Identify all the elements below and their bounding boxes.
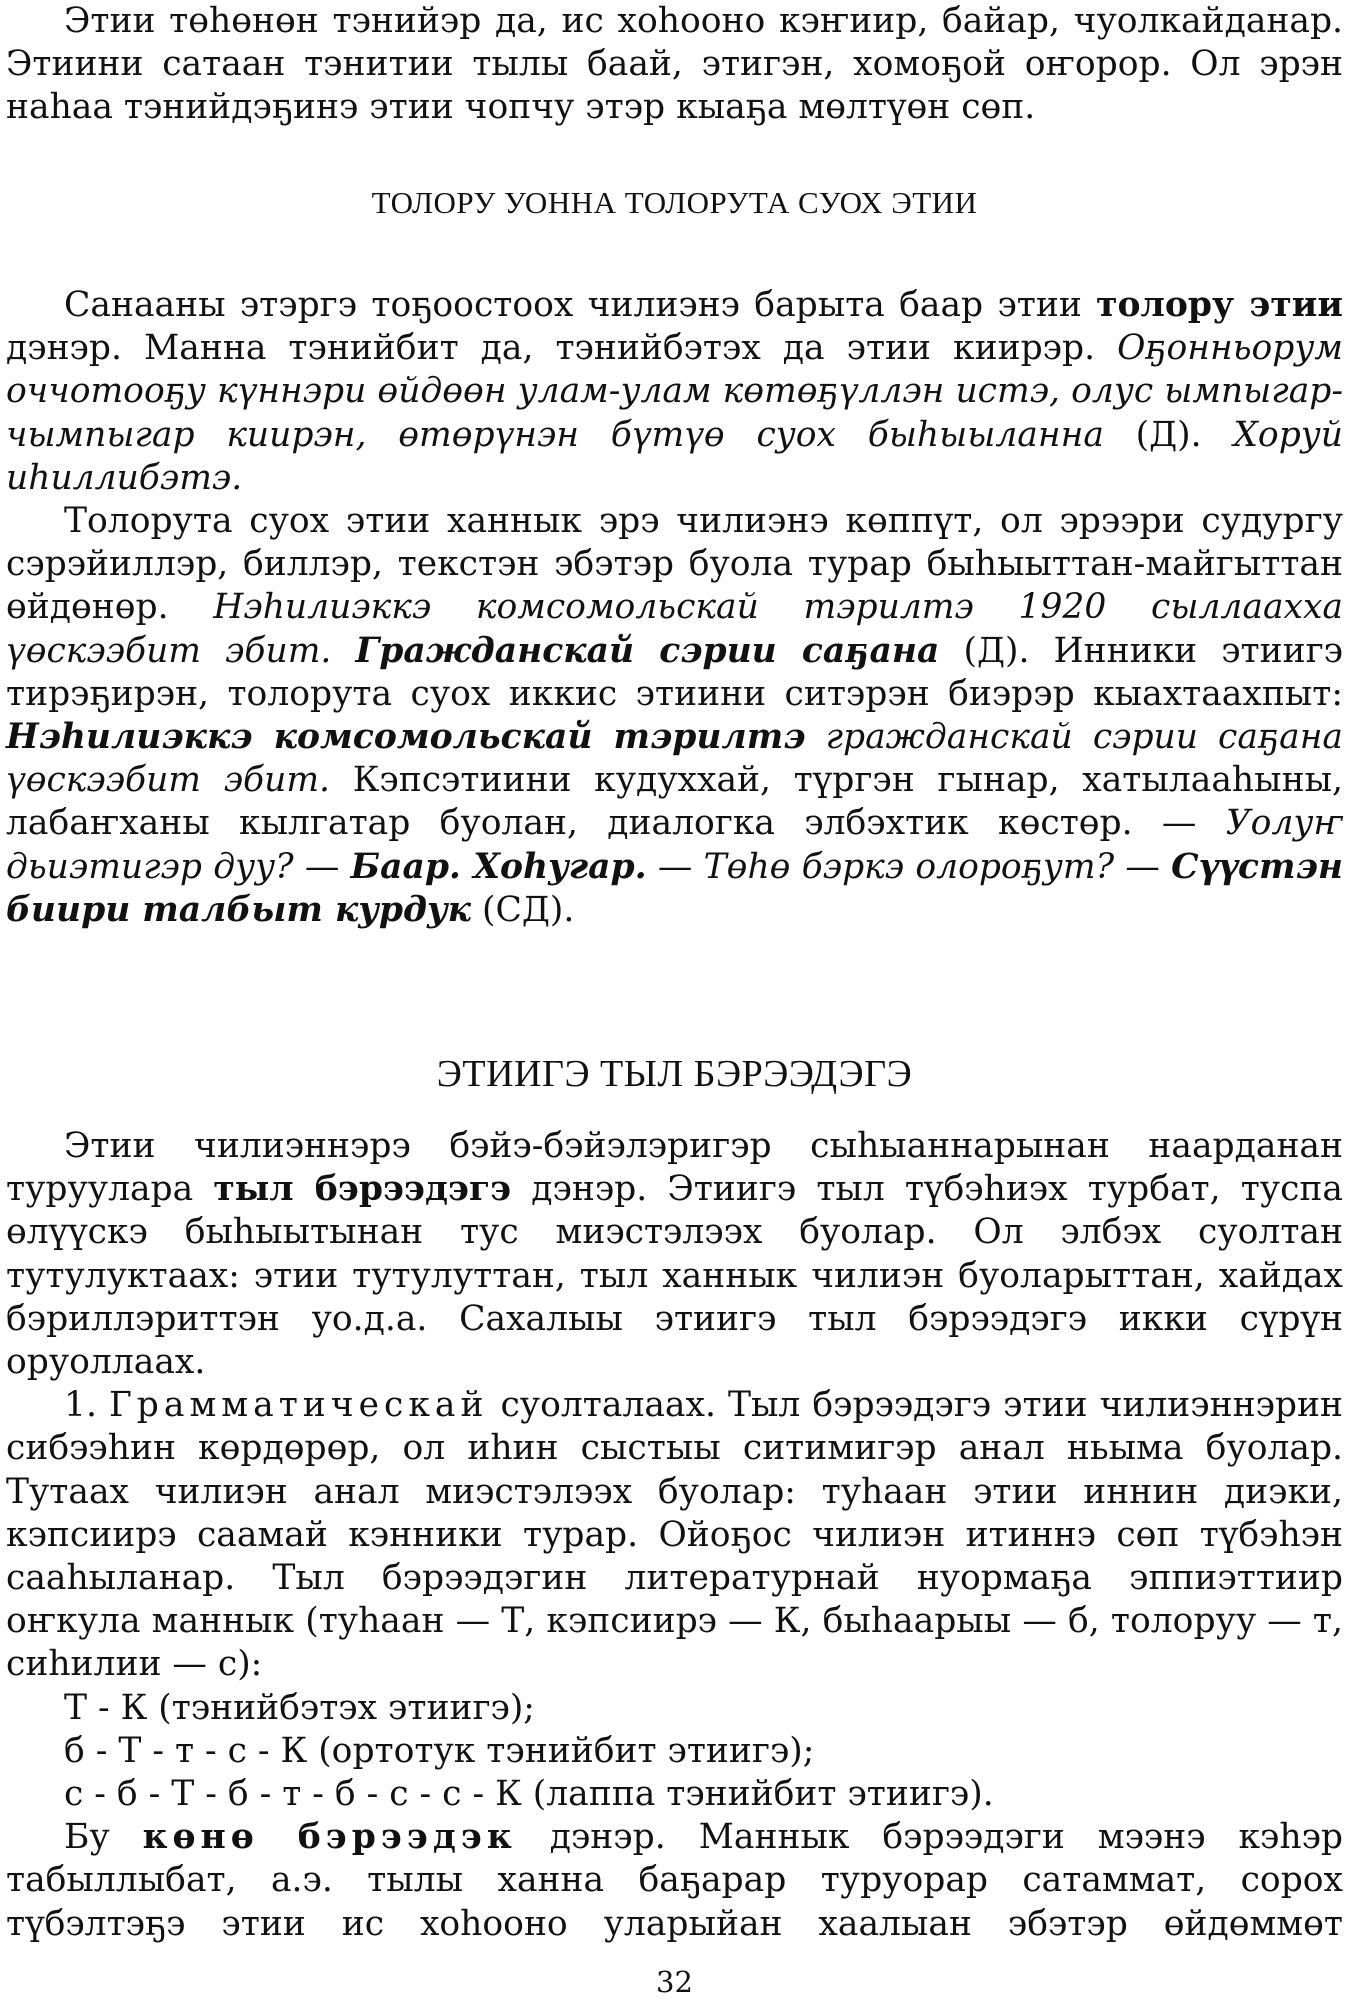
text-run: — bbox=[293, 846, 351, 887]
example-text: Төһө бэркэ олороҕут? bbox=[703, 846, 1115, 887]
text-run: Кэпсэтиини кудуххай, түргэн гынар, хатылааһыны, лабаҥханы кылгатар буолан, диалогка элбэхтик көстөр. — bbox=[6, 760, 1344, 844]
term-word-order: тыл бэрээдэгэ bbox=[213, 1169, 512, 1210]
example-text: гражданскай сэрии саҕана үөскээбит эбит. bbox=[6, 717, 1343, 801]
text-run: (Д). bbox=[1103, 414, 1234, 455]
example-text: Оҕонньорум оччотооҕу күннэри өйдөөн улам-улам көтөҕүллэн истэ, олус ымпыгар-чымпыгар киирэн, өтөрүнэн бүтүө суох быһыыланна bbox=[6, 328, 1343, 455]
top-paragraph bbox=[6, 0, 1343, 130]
text-run: Этии чилиэннэрэ бэйэ-бэйэлэригэр сыһыаннарынан наарданан туруулара bbox=[6, 1126, 1343, 1210]
section1-paragraph-2 bbox=[6, 500, 1343, 932]
text-run: (Д). Инники этиигэ тирэҕирэн, толорута суох иккис этиини ситэрэн биэрэр кыахтаахпыт: bbox=[6, 630, 1343, 714]
text-run: Санааны этэргэ тоҕоостоох чилиэнэ барыта баар этии bbox=[64, 285, 1097, 325]
text-run: Толорута суох этии ханнык эрэ чилиэнэ көппүт, ол эрээри судургу сэрэйиллэр, биллэр, текстэн эбэтэр буола турар быһыыттан-майгыттан өйдөнөр. bbox=[6, 501, 1343, 628]
text-run: дэнэр. Этиигэ тыл түбэһиэх турбат, туспа өлүүскэ быһыытынан тус миэстэлээх буолар. Ол элбэх суолтан тутулуктаах: этии тутулуттан, тыл ханнык чилиэн буоларыттан, хайдах бэриллэриттэн уо.д.а. Сахалыы этиигэ тыл бэрээдэгэ икки сүрүн оруоллаах. bbox=[6, 1169, 1343, 1383]
term-complete-sentence: толору этии bbox=[1096, 285, 1343, 325]
example-text: Хоруй иһиллибэтэ. bbox=[6, 414, 1344, 498]
spaced-term-direct-order: көнө бэрээдэк bbox=[142, 1817, 517, 1858]
top-paragraph-text: Этии төһөнөн тэнийэр да, ис хоһооно кэҥиир, байар, чуолкайданар. Этиини сатаан тэнитии тылы баай, этигэн, хомоҕой оҥорор. Ол эрэн наһаа тэнийдэҕинэ этии чопчу этэр кыаҕа мөлтүөн сөп. bbox=[6, 1, 1343, 128]
text-run: — bbox=[1114, 846, 1172, 887]
section2-paragraph-1 bbox=[6, 1125, 1343, 1384]
formula-line-1: Т - К (тэнийбэтэх этиигэ); bbox=[64, 1687, 535, 1728]
section2-paragraph-3 bbox=[6, 1816, 1343, 1946]
section2-paragraph-2 bbox=[6, 1384, 1343, 1686]
text-run: — bbox=[646, 846, 704, 887]
section1-paragraph-1 bbox=[6, 284, 1343, 500]
text-run: (СД). bbox=[471, 889, 575, 930]
page-number: 32 bbox=[656, 1965, 693, 1999]
example-text: Нэһилиэккэ комсомольскай тэрилтэ 1920 сыллаахха үөскээбит эбит. bbox=[6, 587, 1343, 671]
book-page bbox=[6, 0, 1343, 2010]
example-text-bold: Гражданскай сэрии саҕана bbox=[355, 630, 940, 671]
spaced-term-grammatical: Грамматическай bbox=[108, 1385, 489, 1426]
text-run bbox=[806, 717, 826, 757]
section-heading-complete-incomplete: ТОЛОРУ УОННА ТОЛОРУТА СУОХ ЭТИИ bbox=[371, 185, 978, 220]
section2-body bbox=[6, 1125, 1343, 1946]
text-run: суолталаах. Тыл бэрээдэгэ этии чилиэннэрин сибээһин көрдөрөр, ол иһин сыстыы ситимигэр анал ньыма буолар. Тутаах чилиэн анал миэстэлээх буолар: туһаан этии иннин диэки, кэпсиирэ саамай кэнники турар. Ойоҕос чилиэн итиннэ сөп түбэһэн сааһыланар. Тыл бэрээдэгин литературнай нуормаҕа эппиэттиир оҥкула маннык (туһаан — Т, кэпсиирэ — К, быһаарыы — б, толоруу — т, сиһилии — с): bbox=[6, 1385, 1343, 1685]
text-run: дэнэр. Маннык бэрээдэги мээнэ кэһэр табыллыбат, а.э. тылы ханна баҕарар туруорар сатаммат, сорох түбэлтэҕэ этии ис хоһооно уларыйан хаалыан эбэтэр өйдөммөт bbox=[6, 1817, 1343, 1944]
section-heading-word-order: ЭТИИГЭ ТЫЛ БЭРЭЭДЭГЭ bbox=[436, 1053, 913, 1095]
formula-line-3: с - б - Т - б - т - б - с - с - К (лаппа тэнийбит этиигэ). bbox=[64, 1774, 994, 1815]
top-paragraph-block bbox=[6, 0, 1343, 130]
example-text-bold: Сүүстэн биири талбыт курдук bbox=[6, 846, 1343, 930]
example-text-bold: Нэһилиэккэ комсомольскай тэрилтэ bbox=[6, 717, 806, 758]
example-text: Уолуҥ дьиэтигэр дуу? bbox=[6, 803, 1343, 887]
example-text-bold: Баар. Хоһугар. bbox=[350, 846, 647, 887]
formula-line-2: б - Т - т - с - К (ортотук тэнийбит этиигэ); bbox=[64, 1730, 815, 1771]
text-run: дэнэр. Манна тэнийбит да, тэнийбэтэх да этии киирэр. bbox=[6, 328, 1118, 369]
text-run: Бу bbox=[64, 1817, 143, 1858]
text-run: 1. bbox=[64, 1385, 109, 1426]
text-run bbox=[331, 631, 355, 671]
section1-body bbox=[6, 284, 1343, 932]
